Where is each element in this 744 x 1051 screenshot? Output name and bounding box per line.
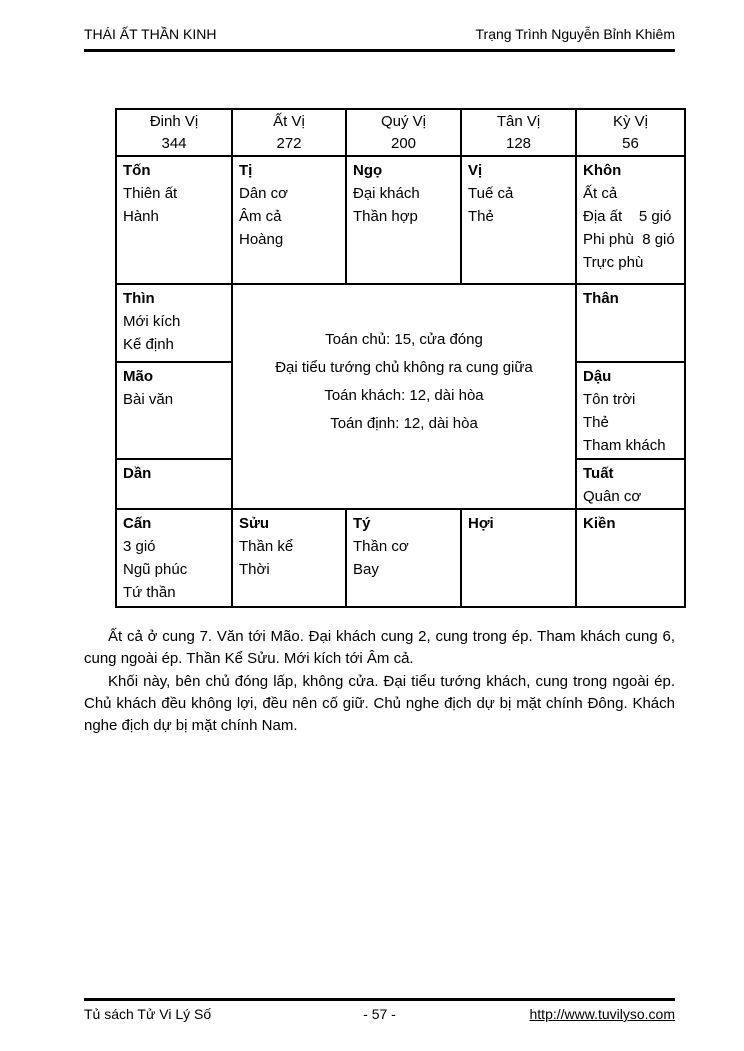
palace-title: Dần bbox=[123, 465, 152, 482]
palace-cell-tuat bbox=[577, 460, 684, 508]
palace-cell-ngo bbox=[347, 157, 460, 283]
body-paragraph-2: Khối này, bên chủ đóng lấp, không cửa. Đại tiểu tướng khách, cung trong ngoài ép. Chủ khách đều không lợi, đều nên cố giữ. Chủ nghe địch dự bị mặt chính Đông. Khách nghe địch dự bị mặt chính Nam. bbox=[84, 673, 675, 734]
palace-line: Thần hợp bbox=[353, 208, 418, 225]
palace-title: Ngọ bbox=[353, 162, 383, 179]
palace-title: Kiền bbox=[583, 515, 616, 532]
palace-title: Cấn bbox=[123, 515, 152, 532]
palace-title: Thìn bbox=[123, 290, 155, 307]
footer-series-title: Tủ sách Tử Vi Lý Số bbox=[84, 1006, 212, 1022]
center-line: Toán định: 12, dài hòa bbox=[330, 414, 478, 432]
palace-title: Hợi bbox=[468, 515, 494, 532]
palace-line: Kế định bbox=[123, 336, 174, 353]
palace-title: Sửu bbox=[239, 515, 270, 532]
palace-cell-hoi bbox=[462, 510, 575, 606]
palace-line: Tôn trời bbox=[583, 391, 636, 408]
palace-line: Thẻ bbox=[468, 208, 494, 225]
table-header-tan-vi bbox=[462, 110, 575, 155]
center-summary bbox=[233, 285, 575, 508]
palace-cell-thin bbox=[117, 285, 231, 361]
header-value: 128 bbox=[505, 135, 532, 152]
palace-line: Dân cơ bbox=[239, 185, 289, 202]
header-value: 200 bbox=[390, 135, 417, 152]
palace-cell-ton bbox=[117, 157, 231, 283]
header-label: Kỳ Vị bbox=[612, 113, 648, 130]
palace-title: Thân bbox=[583, 290, 619, 307]
header-value: 344 bbox=[161, 135, 187, 152]
palace-cell-khon bbox=[577, 157, 684, 283]
palace-cell-kien bbox=[577, 510, 684, 606]
palace-line: Quân cơ bbox=[583, 488, 642, 505]
table-header-quy-vi bbox=[347, 110, 460, 155]
palace-line: Thần cơ bbox=[353, 538, 409, 555]
palace-cell-vi bbox=[462, 157, 575, 283]
palace-line: Hành bbox=[123, 208, 159, 225]
palace-title: Mão bbox=[123, 368, 153, 385]
header-label: Quý Vị bbox=[380, 113, 426, 130]
palace-line: Thời bbox=[239, 561, 270, 578]
palace-line: Bay bbox=[353, 561, 379, 578]
palace-line: Phi phù 8 gió bbox=[583, 231, 675, 248]
center-line: Toán chủ: 15, cửa đóng bbox=[325, 330, 483, 348]
palace-cell-mao bbox=[117, 363, 231, 458]
header-label: Tân Vị bbox=[496, 113, 541, 130]
palace-cell-ty bbox=[347, 510, 460, 606]
table-header-at-vi bbox=[233, 110, 345, 155]
palace-line: Tham khách bbox=[583, 437, 666, 454]
palace-line: 3 gió bbox=[123, 538, 156, 555]
palace-line: Thần kể bbox=[239, 538, 294, 555]
header-book-title: THÁI ẤT THẦN KINH bbox=[84, 26, 217, 42]
palace-line: Hoàng bbox=[239, 231, 284, 248]
palace-line: Thiên ất bbox=[123, 185, 178, 202]
palace-cell-can bbox=[117, 510, 231, 606]
center-line: Toán khách: 12, dài hòa bbox=[324, 386, 484, 404]
palace-line: Ngũ phúc bbox=[123, 561, 188, 578]
palace-title: Tý bbox=[353, 515, 371, 532]
palace-title: Vị bbox=[468, 162, 483, 179]
palace-line: Tuế cả bbox=[468, 185, 514, 202]
palace-title: Khôn bbox=[583, 162, 622, 179]
palace-title: Tốn bbox=[123, 162, 151, 179]
palace-line: Trực phù bbox=[583, 254, 644, 271]
palace-line: Mới kích bbox=[123, 313, 181, 330]
header-label: Ất Vị bbox=[273, 113, 305, 130]
header-label: Đinh Vị bbox=[149, 113, 199, 130]
body-paragraph-1: Ất cả ở cung 7. Văn tới Mão. Đại khách cung 2, cung trong ép. Tham khách cung 6, cung ngoài ép. Thần Kể Sửu. Mới kích tới Âm cả. bbox=[84, 628, 675, 667]
palace-chart-table bbox=[115, 108, 686, 608]
palace-line: Đại khách bbox=[353, 185, 420, 202]
palace-line: Tứ thần bbox=[123, 584, 176, 601]
palace-line: Ất cả bbox=[583, 185, 618, 202]
header-value: 56 bbox=[622, 135, 639, 152]
palace-line: Địa ất 5 gió bbox=[583, 208, 672, 225]
palace-title: Tị bbox=[239, 162, 253, 179]
table-header-ky-vi bbox=[577, 110, 684, 155]
page-header bbox=[84, 26, 675, 42]
palace-cell-dau bbox=[577, 363, 684, 458]
palace-cell-ti bbox=[233, 157, 345, 283]
table-header-dinh-vi bbox=[117, 110, 231, 155]
header-value: 272 bbox=[276, 135, 302, 152]
palace-title: Dậu bbox=[583, 368, 612, 385]
palace-cell-suu bbox=[233, 510, 345, 606]
palace-title: Tuất bbox=[583, 465, 614, 482]
page-footer bbox=[84, 1006, 675, 1022]
footer-rule bbox=[84, 998, 675, 1001]
palace-cell-dan bbox=[117, 460, 231, 508]
footer-website-link[interactable]: http://www.tuvilyso.com bbox=[529, 1006, 675, 1022]
center-line: Đại tiểu tướng chủ không ra cung giữa bbox=[275, 358, 533, 376]
page-number: - 57 - bbox=[363, 1006, 396, 1022]
palace-line: Thẻ bbox=[583, 414, 609, 431]
header-rule bbox=[84, 49, 675, 52]
palace-cell-than bbox=[577, 285, 684, 361]
palace-line: Âm cả bbox=[239, 208, 282, 225]
header-author: Trạng Trình Nguyễn Bỉnh Khiêm bbox=[475, 26, 675, 42]
palace-line: Bài văn bbox=[123, 391, 174, 408]
